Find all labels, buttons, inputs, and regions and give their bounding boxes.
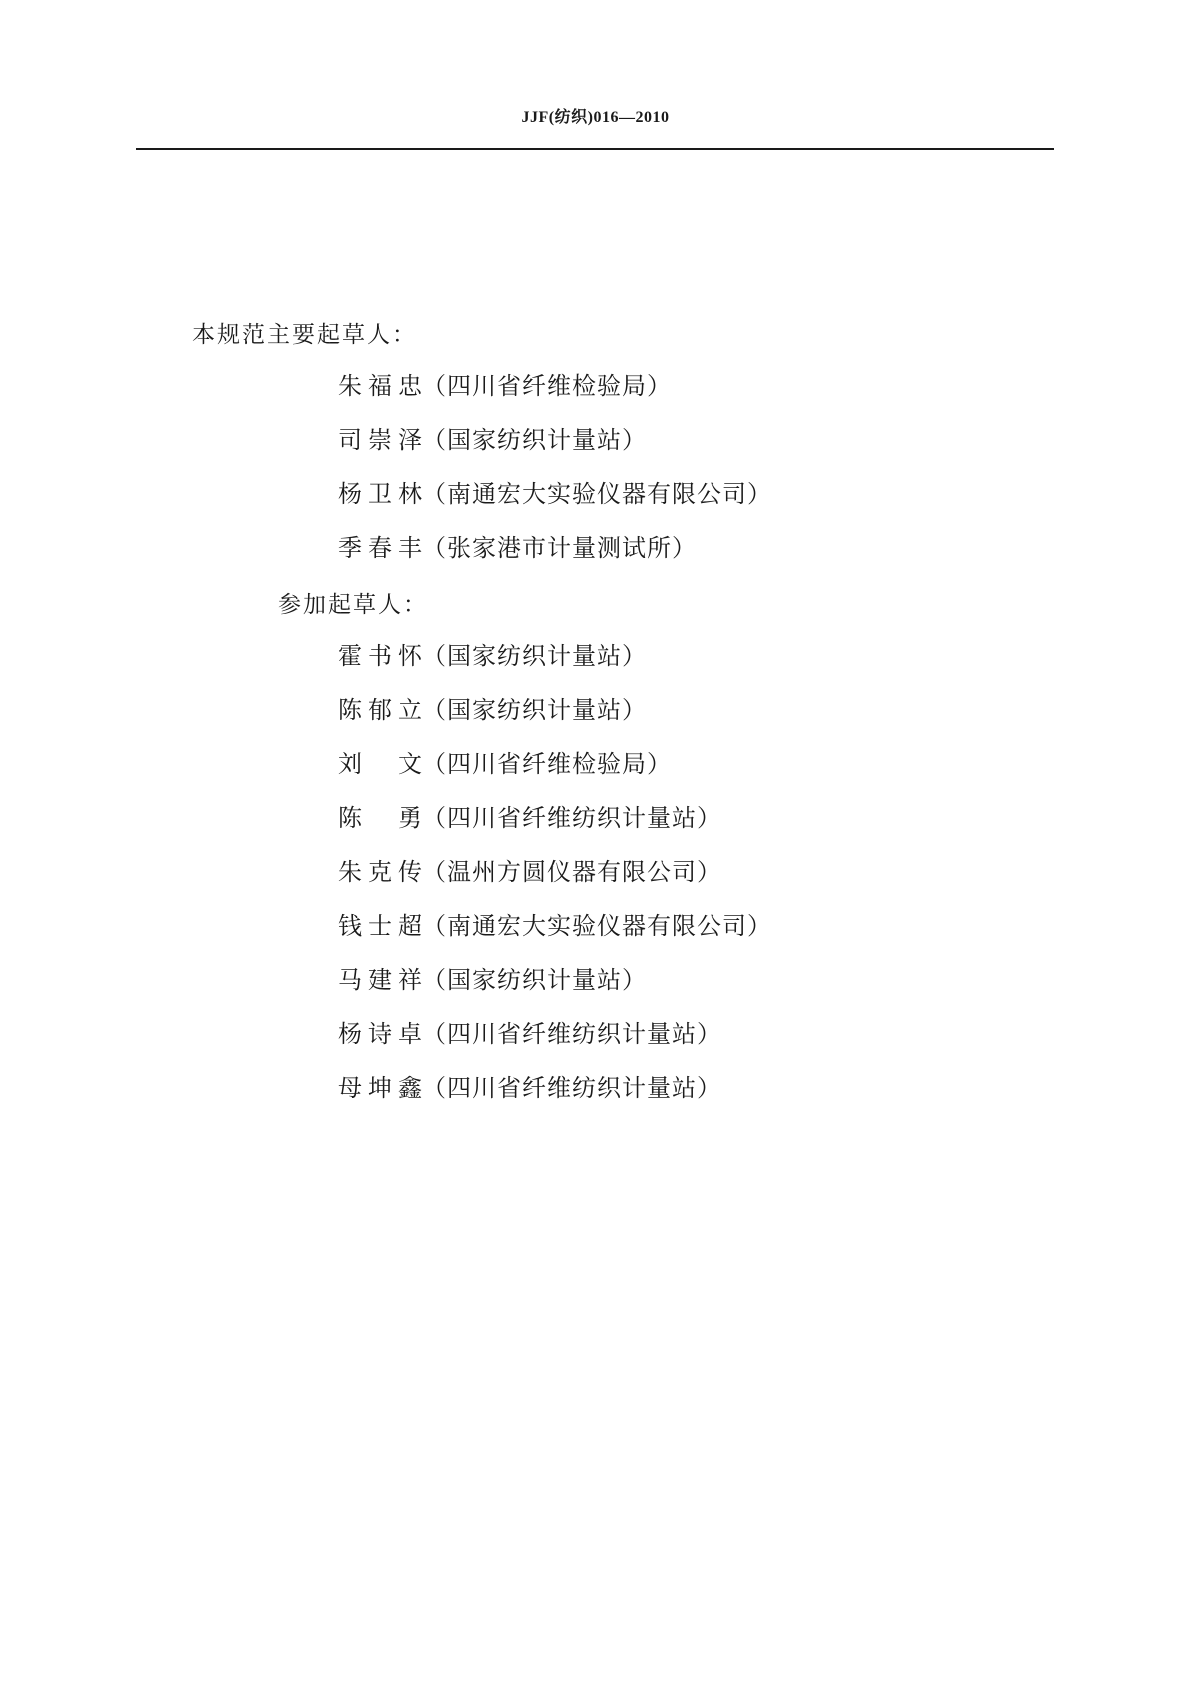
drafter-entry xyxy=(338,744,772,798)
participating-drafters-list xyxy=(338,636,772,1122)
drafter-organization: （温州方圆仪器有限公司） xyxy=(422,858,722,886)
drafter-name: 钱士超 xyxy=(338,912,422,940)
drafter-organization: （国家纺织计量站） xyxy=(422,966,647,994)
drafter-organization: （国家纺织计量站） xyxy=(422,426,647,454)
drafter-organization: （四川省纤维检验局） xyxy=(422,372,672,400)
drafter-entry xyxy=(338,366,772,420)
drafter-name: 马建祥 xyxy=(338,966,422,994)
drafter-name: 杨诗卓 xyxy=(338,1020,422,1048)
drafter-name: 刘 文 xyxy=(338,750,422,778)
drafter-entry xyxy=(338,852,772,906)
drafter-organization: （四川省纤维纺织计量站） xyxy=(422,1020,722,1048)
drafter-name: 朱福忠 xyxy=(338,372,422,400)
drafter-name: 霍书怀 xyxy=(338,642,422,670)
drafter-entry xyxy=(338,420,772,474)
drafter-entry xyxy=(338,528,772,582)
drafter-organization: （张家港市计量测试所） xyxy=(422,534,697,562)
drafter-name: 陈郁立 xyxy=(338,696,422,724)
participating-drafters-title: 参加起草人： xyxy=(278,592,428,618)
drafter-name: 陈 勇 xyxy=(338,804,422,832)
main-drafters-list xyxy=(338,366,772,582)
drafter-name: 杨卫林 xyxy=(338,480,422,508)
drafter-entry xyxy=(338,906,772,960)
drafter-name: 司崇泽 xyxy=(338,426,422,454)
drafter-organization: （南通宏大实验仪器有限公司） xyxy=(422,480,772,508)
drafter-entry xyxy=(338,960,772,1014)
drafter-entry xyxy=(338,690,772,744)
drafter-organization: （四川省纤维纺织计量站） xyxy=(422,804,722,832)
header-divider xyxy=(136,148,1054,150)
drafter-organization: （四川省纤维检验局） xyxy=(422,750,672,778)
drafter-entry xyxy=(338,1014,772,1068)
drafter-name: 季春丰 xyxy=(338,534,422,562)
drafter-entry xyxy=(338,636,772,690)
drafter-organization: （南通宏大实验仪器有限公司） xyxy=(422,912,772,940)
drafter-organization: （国家纺织计量站） xyxy=(422,642,647,670)
drafter-entry xyxy=(338,798,772,852)
main-drafters-title: 本规范主要起草人： xyxy=(192,322,417,348)
drafter-entry xyxy=(338,1068,772,1122)
drafter-entry xyxy=(338,474,772,528)
drafter-organization: （国家纺织计量站） xyxy=(422,696,647,724)
drafter-organization: （四川省纤维纺织计量站） xyxy=(422,1074,722,1102)
drafter-name: 母坤鑫 xyxy=(338,1074,422,1102)
document-code-header: JJF(纺织)016—2010 xyxy=(521,109,670,126)
drafter-name: 朱克传 xyxy=(338,858,422,886)
